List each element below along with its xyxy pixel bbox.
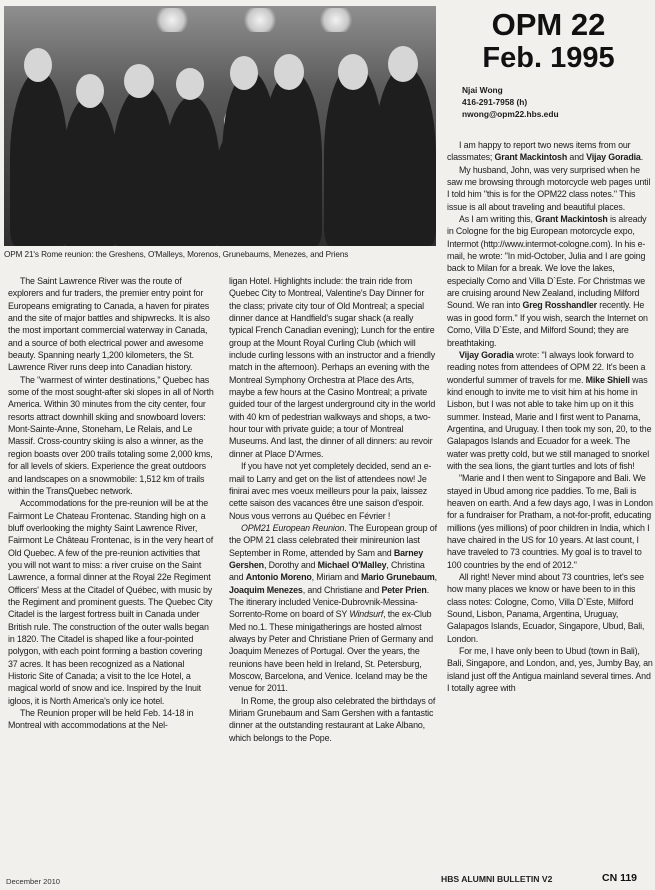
paragraph: For me, I have only been to Ubud (town in Bali), Bali, Singapore, and London, and, yes, Jumby Bay, an island just off the Antigua mainland several times. And I totally agree with bbox=[447, 646, 653, 694]
paragraph: My husband, John, was very surprised when he saw me browsing through motorcycle web pages until I told him "this is for the OPM22 class notes." This issue is all about traveling and beautiful places. bbox=[447, 164, 651, 212]
paragraph: Accommodations for the pre-reunion will be at the Fairmont Le Chateau Frontenac. Standing high on a bluff overlooking the mighty Saint Lawrence River, Fairmont Le Château Frontenac, is in the very heart of Old Quebec. A few of the pre-reunion activities that you will not want to miss: a river cruise on the Saint Lawrence, a formal dinner at the Royal 22e Regiment Officers' Mess at the Citadel of Québec, with music by the Regiment and prominent guests. The Quebec City Citadel is the largest fortress built in Canada under British rule. The construction of the outer walls began in 1820. The Citadel is shaped like a four-pointed polygon, with each point forming a bastion covering 37 acres. It has been recognized as a National Historic Site of Canada; a visit to the Ice Hotel, a magical world of snow and ice. Inspired by the Inuit igloos, it is North America's only ice hotel. bbox=[8, 498, 214, 706]
paragraph: Vijay Goradia wrote: "I always look forward to reading notes from attendees of OPM 22. It's been a wonderful summer of travels for me. Mike Shiell was kind enough to invite me to visit him at his home in Lisbon, but I was not able to take him up on it this summer. Instead, Marie and I first went to Panama, Argentina, and Uruguay. I then took my son, 20, to the Galapagos Islands and Ecuador for a week. The water was pretty cold, but we still managed to snorkel with the sea lions, the giant turtles and lots of fish! bbox=[447, 349, 652, 471]
photo-caption: OPM 21's Rome reunion: the Greshens, O'Malleys, Morenos, Grunebaums, Menezes, and Priens bbox=[4, 250, 349, 259]
chandelier-light bbox=[318, 8, 354, 32]
paragraph: If you have not yet completely decided, send an e-mail to Larry and get on the list of attendees now! Je finirai avec mes voeux meilleurs pour la paix, laissez cette saison des vacances être une saison d'espoir. Nous vous verrons au Québec en Février ! bbox=[229, 461, 432, 521]
paragraph: The Saint Lawrence River was the route of explorers and fur traders, the premier entry point for Europeans emigrating to Canada, a haven for pirates and the site of major battles and shipwrecks. It is also the most important commercial waterway in Canada, and a source of both electrical power and awesome beauty. Spanning nearly 1,200 kilometers, the St. Lawrence River runs deep into Canadian history. bbox=[8, 276, 210, 373]
class-date: Feb. 1995 bbox=[482, 42, 615, 74]
paragraph: All right! Never mind about 73 countries, let's see how many places we know or have been to in this class notes: Cologne, Como, Villa D`Este, Milford Sound, Lisbon, Panama, Argentina, Uruguay, Galapagos Islands, Ecuador, Singapore, Ubud, Bali, London. bbox=[447, 572, 645, 644]
paragraph: In Rome, the group also celebrated the birthdays of Miriam Grunebaum and Sam Gershen with a fantastic dinner at the outstanding restaurant at Lake Albano, which belongs to the Pope. bbox=[229, 695, 436, 743]
paragraph: The Reunion proper will be held Feb. 14-18 in Montreal with accommodations at the Nel- bbox=[8, 708, 194, 731]
paragraph: ligan Hotel. Highlights include: the train ride from Quebec City to Montreal, Valentine's Day Dinner for the class; private city tour of Old Montreal; a special dinner dance at Handfield's sugar shack (a really typical French Canadian evening); Lunch for the entire group at the Mount Royal Curling Club (which will include curling lessons with an instructor and a friendly match in the afternoon). Perhaps an evening with the Montreal Symphony Orchestra at Place des Arts, maybe a few hours at the Casino Montreal; a private guided tour of the largest underground city in the world with 40 km of pedestrian walkways and shops, a two-hour tour with private guide; a tour of Montreal Museums. And last, the dinner of all dinners: au revoir dinner at Place D'Armes. bbox=[229, 276, 436, 459]
contact-phone: 416-291-7958 (h) bbox=[462, 97, 528, 108]
class-title: OPM 22 bbox=[491, 7, 606, 42]
paragraph: As I am writing this, Grant Mackintosh is already in Cologne for the big European motorcycle expo, Intermot (http://www.intermot-cologne.com). In his e-mail, he wrote: "In mid-October, Julia and I are going back to Milan for a break. We love the lakes, especially Como and Villa D`Este. For Christmas we are cruising around New Zealand, including Milford Sound. We ran into Greg Rosshandler recently. He was in good form." If you wish, search the Internet on Como, Villa D`Este, and Milford Sound; they are breathtaking. bbox=[447, 214, 648, 348]
chandelier-light bbox=[242, 8, 278, 32]
issue-date: December 2010 bbox=[6, 877, 61, 886]
article-column-2 bbox=[229, 275, 437, 744]
class-heading bbox=[446, 8, 651, 74]
contact-email: nwong@opm22.hbs.edu bbox=[462, 109, 559, 120]
reunion-photo bbox=[4, 6, 436, 246]
article-column-3 bbox=[447, 139, 653, 694]
paragraph: I am happy to report two news items from our classmates; Grant Mackintosh and Vijay Goradia. bbox=[447, 140, 644, 163]
paragraph: The "warmest of winter destinations," Quebec has some of the most sought-after ski slopes in all of North America. Within 30 minutes from the city center, four resorts attract downhill skiing and snowboard lovers: Mont-Sainte-Anne, Stoneham, Le Relais, and Le Massif. Cross-country skiing is also a winner, as the region boasts over 200 trails totaling some 2,000 kms, for all levels of skiers. Experience the great outdoors and landscapes on a snowmobile: 1,512 km of trails within the TransQuebec network. bbox=[8, 374, 214, 496]
page-number: CN 119 bbox=[602, 872, 638, 884]
publication-name: HBS ALUMNI BULLETIN V2 bbox=[441, 874, 553, 884]
chandelier-light bbox=[154, 8, 190, 32]
class-secretary-contact bbox=[462, 84, 642, 121]
paragraph: OPM21 European Reunion. The European group of the OPM 21 class celebrated their minireunion last September in Rome, attended by Sam and Barney Gershen, Dorothy and Michael O'Malley, Christina and Antonio Moreno, Miriam and Mario Grunebaum, Joaquim Menezes, and Christiane and Peter Prien. The itinerary included Venice-Dubrovnik-Messina-Sorrento-Rome on board of SY Windsurf, the ex-Club Med no.1. These minigatherings are hosted almost always by Peter and Christiane Prien of Germany and Joaquim Menezes of Portugal. Over the years, the reunions have been held in Ireland, St. Petersburg, Moscow, Barcelona, and Venice. Iceland may be the venue for 2011. bbox=[229, 522, 437, 694]
contact-name: Njai Wong bbox=[462, 85, 503, 95]
paragraph: "Marie and I then went to Singapore and Bali. We stayed in Ubud among rice paddies. To me, Bali is heaven on earth. And a few days ago, I was in London for a fundraiser for Pratham, a not-for-profit, educating millions (yes millions) of poor children in India, which I have chaired in the US for 10 years. At last count, I have traveled to 73 countries. My goal is to travel to 100 countries by the end of 2012." bbox=[447, 473, 653, 570]
article-column-1 bbox=[8, 275, 214, 732]
